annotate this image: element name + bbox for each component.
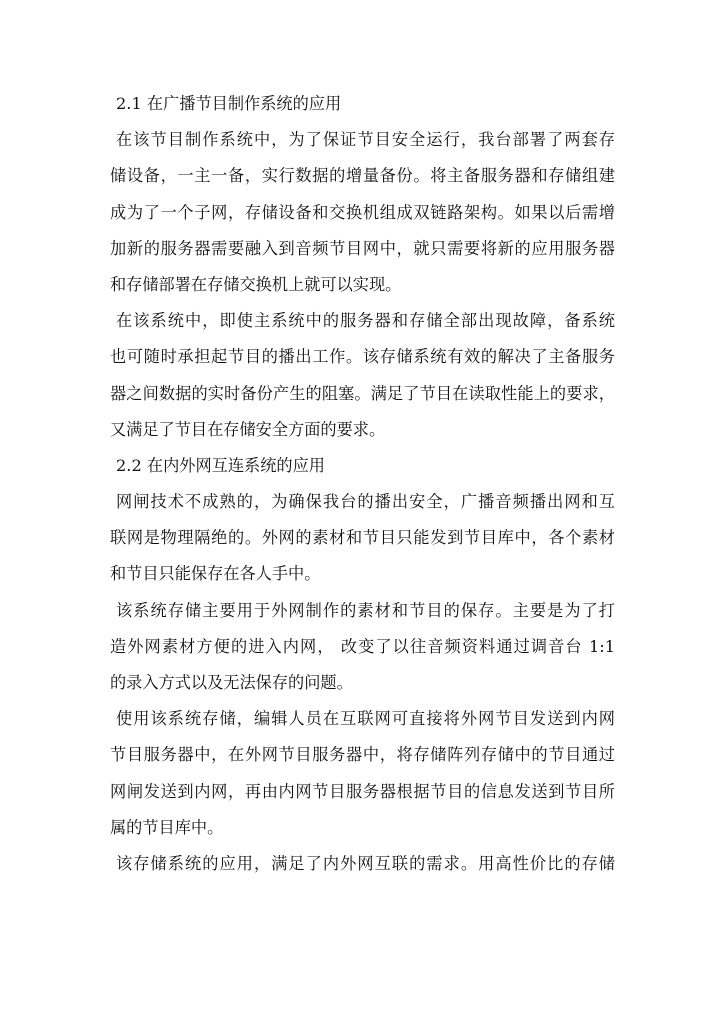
paragraph-line: 联网是物理隔绝的。外网的素材和节目只能发到节目库中，各个素材 (110, 528, 615, 548)
section-heading-2-2: 2.2 在内外网互连系统的应用 (116, 455, 325, 475)
section-heading-2-1: 2.1 在广播节目制作系统的应用 (116, 94, 342, 113)
paragraph-line: 属的节目库中。 (110, 817, 224, 837)
paragraph-line: 造外网素材方便的进入内网， 改变了以往音频资料通过调音台 1:1 (110, 636, 615, 656)
paragraph-line: 网闸发送到内网，再由内网节目服务器根据节目的信息发送到节目所 (110, 781, 615, 801)
document-page (110, 86, 615, 882)
paragraph-2-2-1 (110, 484, 615, 593)
paragraph-2-2-3 (110, 701, 615, 846)
paragraph-line: 成为了一个子网，存储设备和交换机组成双链路架构。如果以后需增 (110, 202, 615, 222)
paragraph-line: 在该节目制作系统中，为了保证节目安全运行，我台部署了两套存 (116, 130, 615, 150)
paragraph-2-1-2 (110, 303, 615, 448)
paragraph-2-1-1 (110, 122, 615, 303)
paragraph-line: 的录入方式以及无法保存的问题。 (110, 673, 353, 692)
paragraph-line: 又满足了节目在存储安全方面的要求。 (110, 419, 386, 439)
paragraph-2-2-4 (110, 846, 615, 882)
paragraph-line: 在该系统中，即使主系统中的服务器和存储全部出现故障，备系统 (116, 311, 615, 331)
paragraph-line: 该存储系统的应用，满足了内外网互联的需求。用高性价比的存储 (116, 853, 615, 873)
paragraph-2-2-2 (110, 593, 615, 702)
paragraph-line: 加新的服务器需要融入到音频节目网中，就只需要将新的应用服务器 (110, 238, 615, 258)
paragraph-line: 该系统存储主要用于外网制作的素材和节目的保存。主要是为了打 (116, 600, 615, 620)
paragraph-line: 节目服务器中，在外网节目服务器中，将存储阵列存储中的节目通过 (110, 745, 615, 765)
paragraph-line: 使用该系统存储，编辑人员在互联网可直接将外网节目发送到内网 (116, 709, 615, 729)
paragraph-line: 储设备，一主一备，实行数据的增量备份。将主备服务器和存储组建 (110, 166, 615, 186)
paragraph-line: 也可随时承担起节目的播出工作。该存储系统有效的解决了主备服务 (110, 347, 615, 367)
paragraph-line: 器之间数据的实时备份产生的阻塞。满足了节目在读取性能上的要求， (110, 383, 615, 403)
paragraph-line: 和存储部署在存储交换机上就可以实现。 (110, 274, 402, 294)
paragraph-line: 和节目只能保存在各人手中。 (110, 564, 321, 584)
paragraph-line: 网闸技术不成熟的，为确保我台的播出安全，广播音频播出网和互 (116, 492, 615, 512)
